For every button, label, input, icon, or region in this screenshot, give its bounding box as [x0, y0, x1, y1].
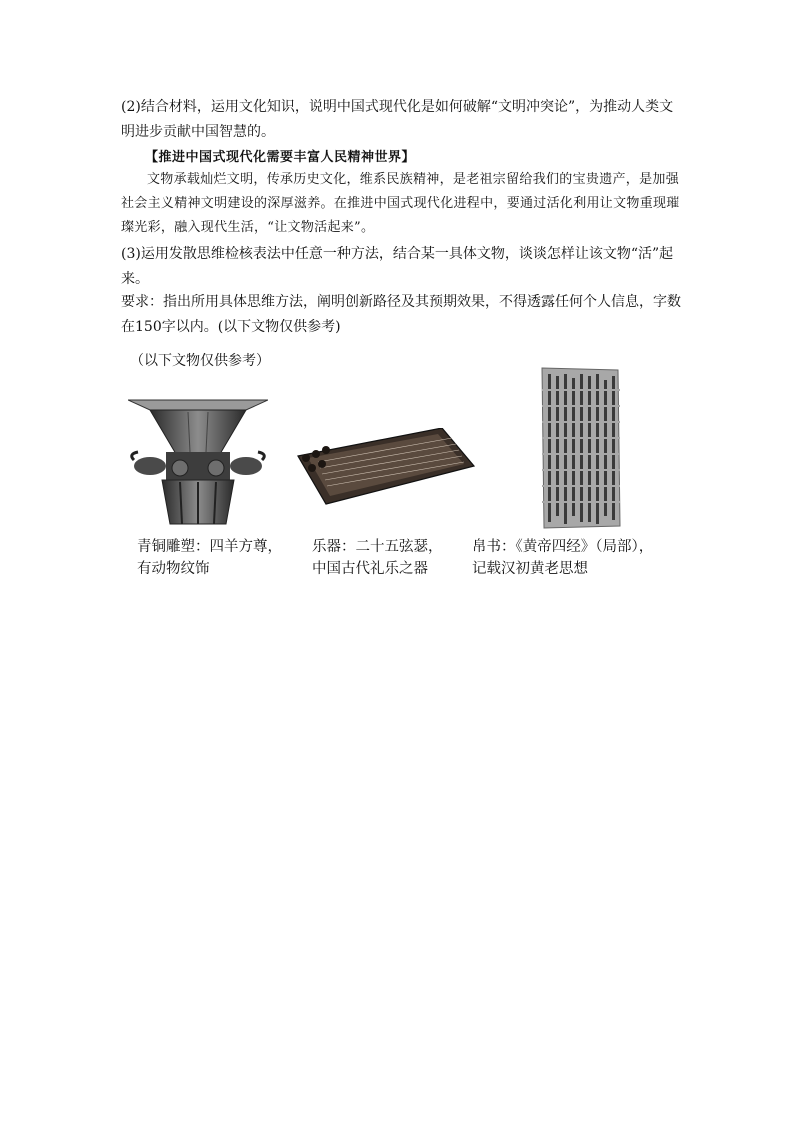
four-ram-zun-image [128, 392, 268, 530]
artifact-caption-2 [312, 536, 462, 580]
artifact-caption-3-line1: 帛书：《黄帝四经》（局部）， [472, 539, 654, 555]
twenty-five-string-se-image [292, 428, 477, 508]
artifact-caption-1 [137, 536, 297, 580]
artifact-caption-2-line2: 中国古代礼乐之器 [312, 561, 428, 577]
material-heading: 【推进中国式现代化需要丰富人民精神世界】 [145, 150, 416, 165]
question-3: (3)运用发散思维检核表法中任意一种方法，结合某一具体文物，谈谈怎样让该文物“活”起来。 [121, 246, 674, 287]
question-2: (2)结合材料，运用文化知识，说明中国式现代化是如何破解“文明冲突论”，为推动人类文明进步贡献中国智慧的。 [121, 99, 674, 140]
reference-note: （以下文物仅供参考） [130, 353, 270, 369]
artifact-caption-2-line1: 乐器：二十五弦瑟， [312, 539, 443, 555]
artifact-caption-1-line1: 青铜雕塑：四羊方尊， [137, 539, 282, 555]
question-3-requirement: 要求：指出所用具体思维方法，阐明创新路径及其预期效果，不得透露任何个人信息，字数在150字以内。(以下文物仅供参考) [121, 294, 681, 335]
artifact-caption-3-line2: 记载汉初黄老思想 [472, 561, 588, 577]
artifact-caption-3 [472, 536, 702, 580]
artifact-caption-1-line2: 有动物纹饰 [137, 561, 210, 577]
material-body: 文物承载灿烂文明，传承历史文化，维系民族精神，是老祖宗留给我们的宝贵遗产，是加强社会主义精神文明建设的深厚滋养。在推进中国式现代化进程中，要通过活化利用让文物重现璀璨光彩，融入现代生活，“让文物活起来”。 [121, 172, 680, 235]
silk-manuscript-image [538, 366, 622, 529]
